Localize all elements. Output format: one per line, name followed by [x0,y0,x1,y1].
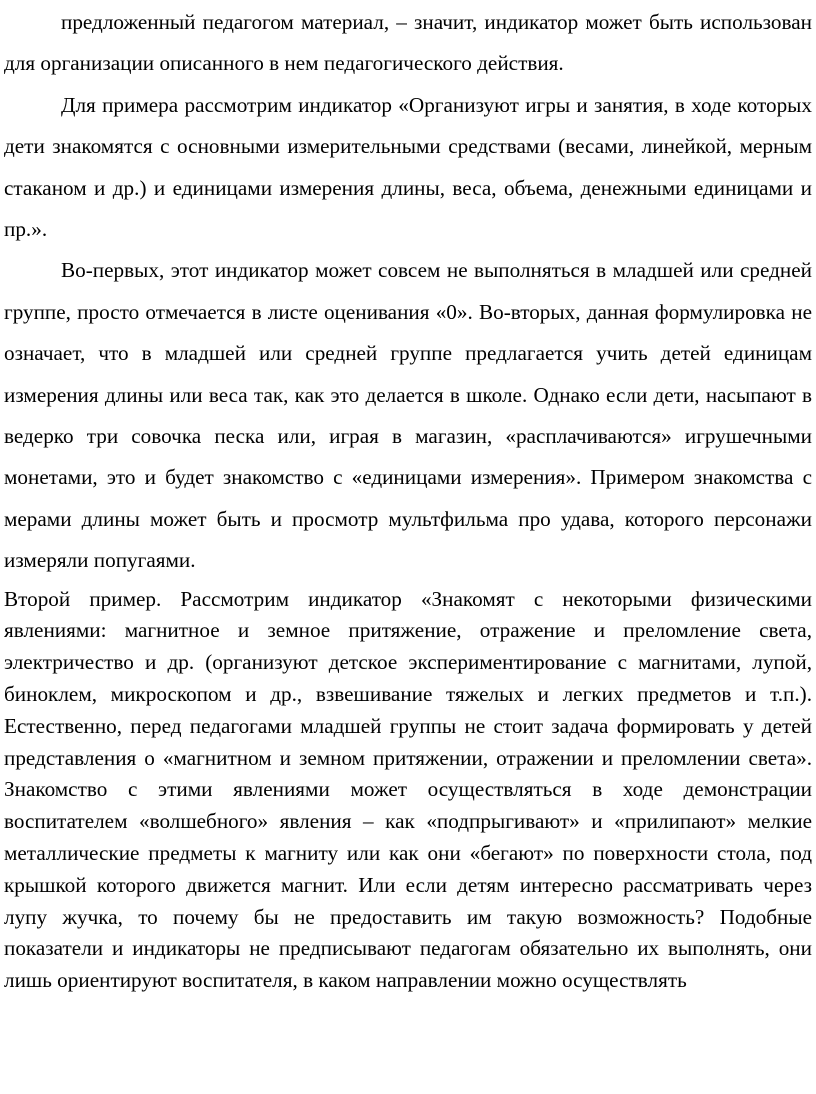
single-spaced-section [4,584,812,997]
paragraph-first-second-points: Во-первых, этот индикатор может совсем не выполняться в младшей или средней группе, просто отмечается в листе оценивания «0». Во-вторых, данная формулировка не означает, что в младшей или средней группе предлагается учить детей единицам измерения длины или веса так, как это делается в школе. Однако если дети, насыпают в ведерко три совочка песка или, играя в магазин, «расплачиваются» игрушечными монетами, это и будет знакомство с «единицами измерения». Примером знакомства с мерами длины может быть и просмотр мультфильма про удава, которого персонажи измеряли попугаями. [4,258,812,573]
double-spaced-section [4,2,812,582]
paragraph-second-example: Второй пример. Рассмотрим индикатор «Знакомят с некоторыми физическими явлениями: магнитное и земное притяжение, отражение и преломление света, электричество и др. (организуют детское экспериментирование с магнитами, лупой, биноклем, микроскопом и др., взвешивание тяжелых и легких предметов и т.п.). Естественно, перед педагогами младшей группы не стоит задача формировать у детей представления о «магнитном и земном притяжении, отражении и преломлении света». Знакомство с этими явлениями может осуществляться в ходе демонстрации воспитателем «волшебного» явления – как «подпрыгивают» и «прилипают» мелкие металлические предметы к магниту или как они «бегают» по поверхности стола, под крышкой которого движется магнит. Или если детям интересно рассматривать через лупу жучка, то почему бы не предоставить им такую возможность? Подобные показатели и индикаторы не предписывают педагогам обязательно их выполнять, они лишь ориентируют воспитателя, в каком направлении можно осуществлять [4,586,812,993]
paragraph-continuation: предложенный педагогом материал, – значит, индикатор может быть использован для организации описанного в нем педагогического действия. [4,10,812,76]
document-page [4,0,812,997]
paragraph-example-measurement: Для примера рассмотрим индикатор «Организуют игры и занятия, в ходе которых дети знакомятся с основными измерительными средствами (весами, линейкой, мерным стаканом и др.) и единицами измерения длины, веса, объема, денежными единицами и пр.». [4,92,812,242]
